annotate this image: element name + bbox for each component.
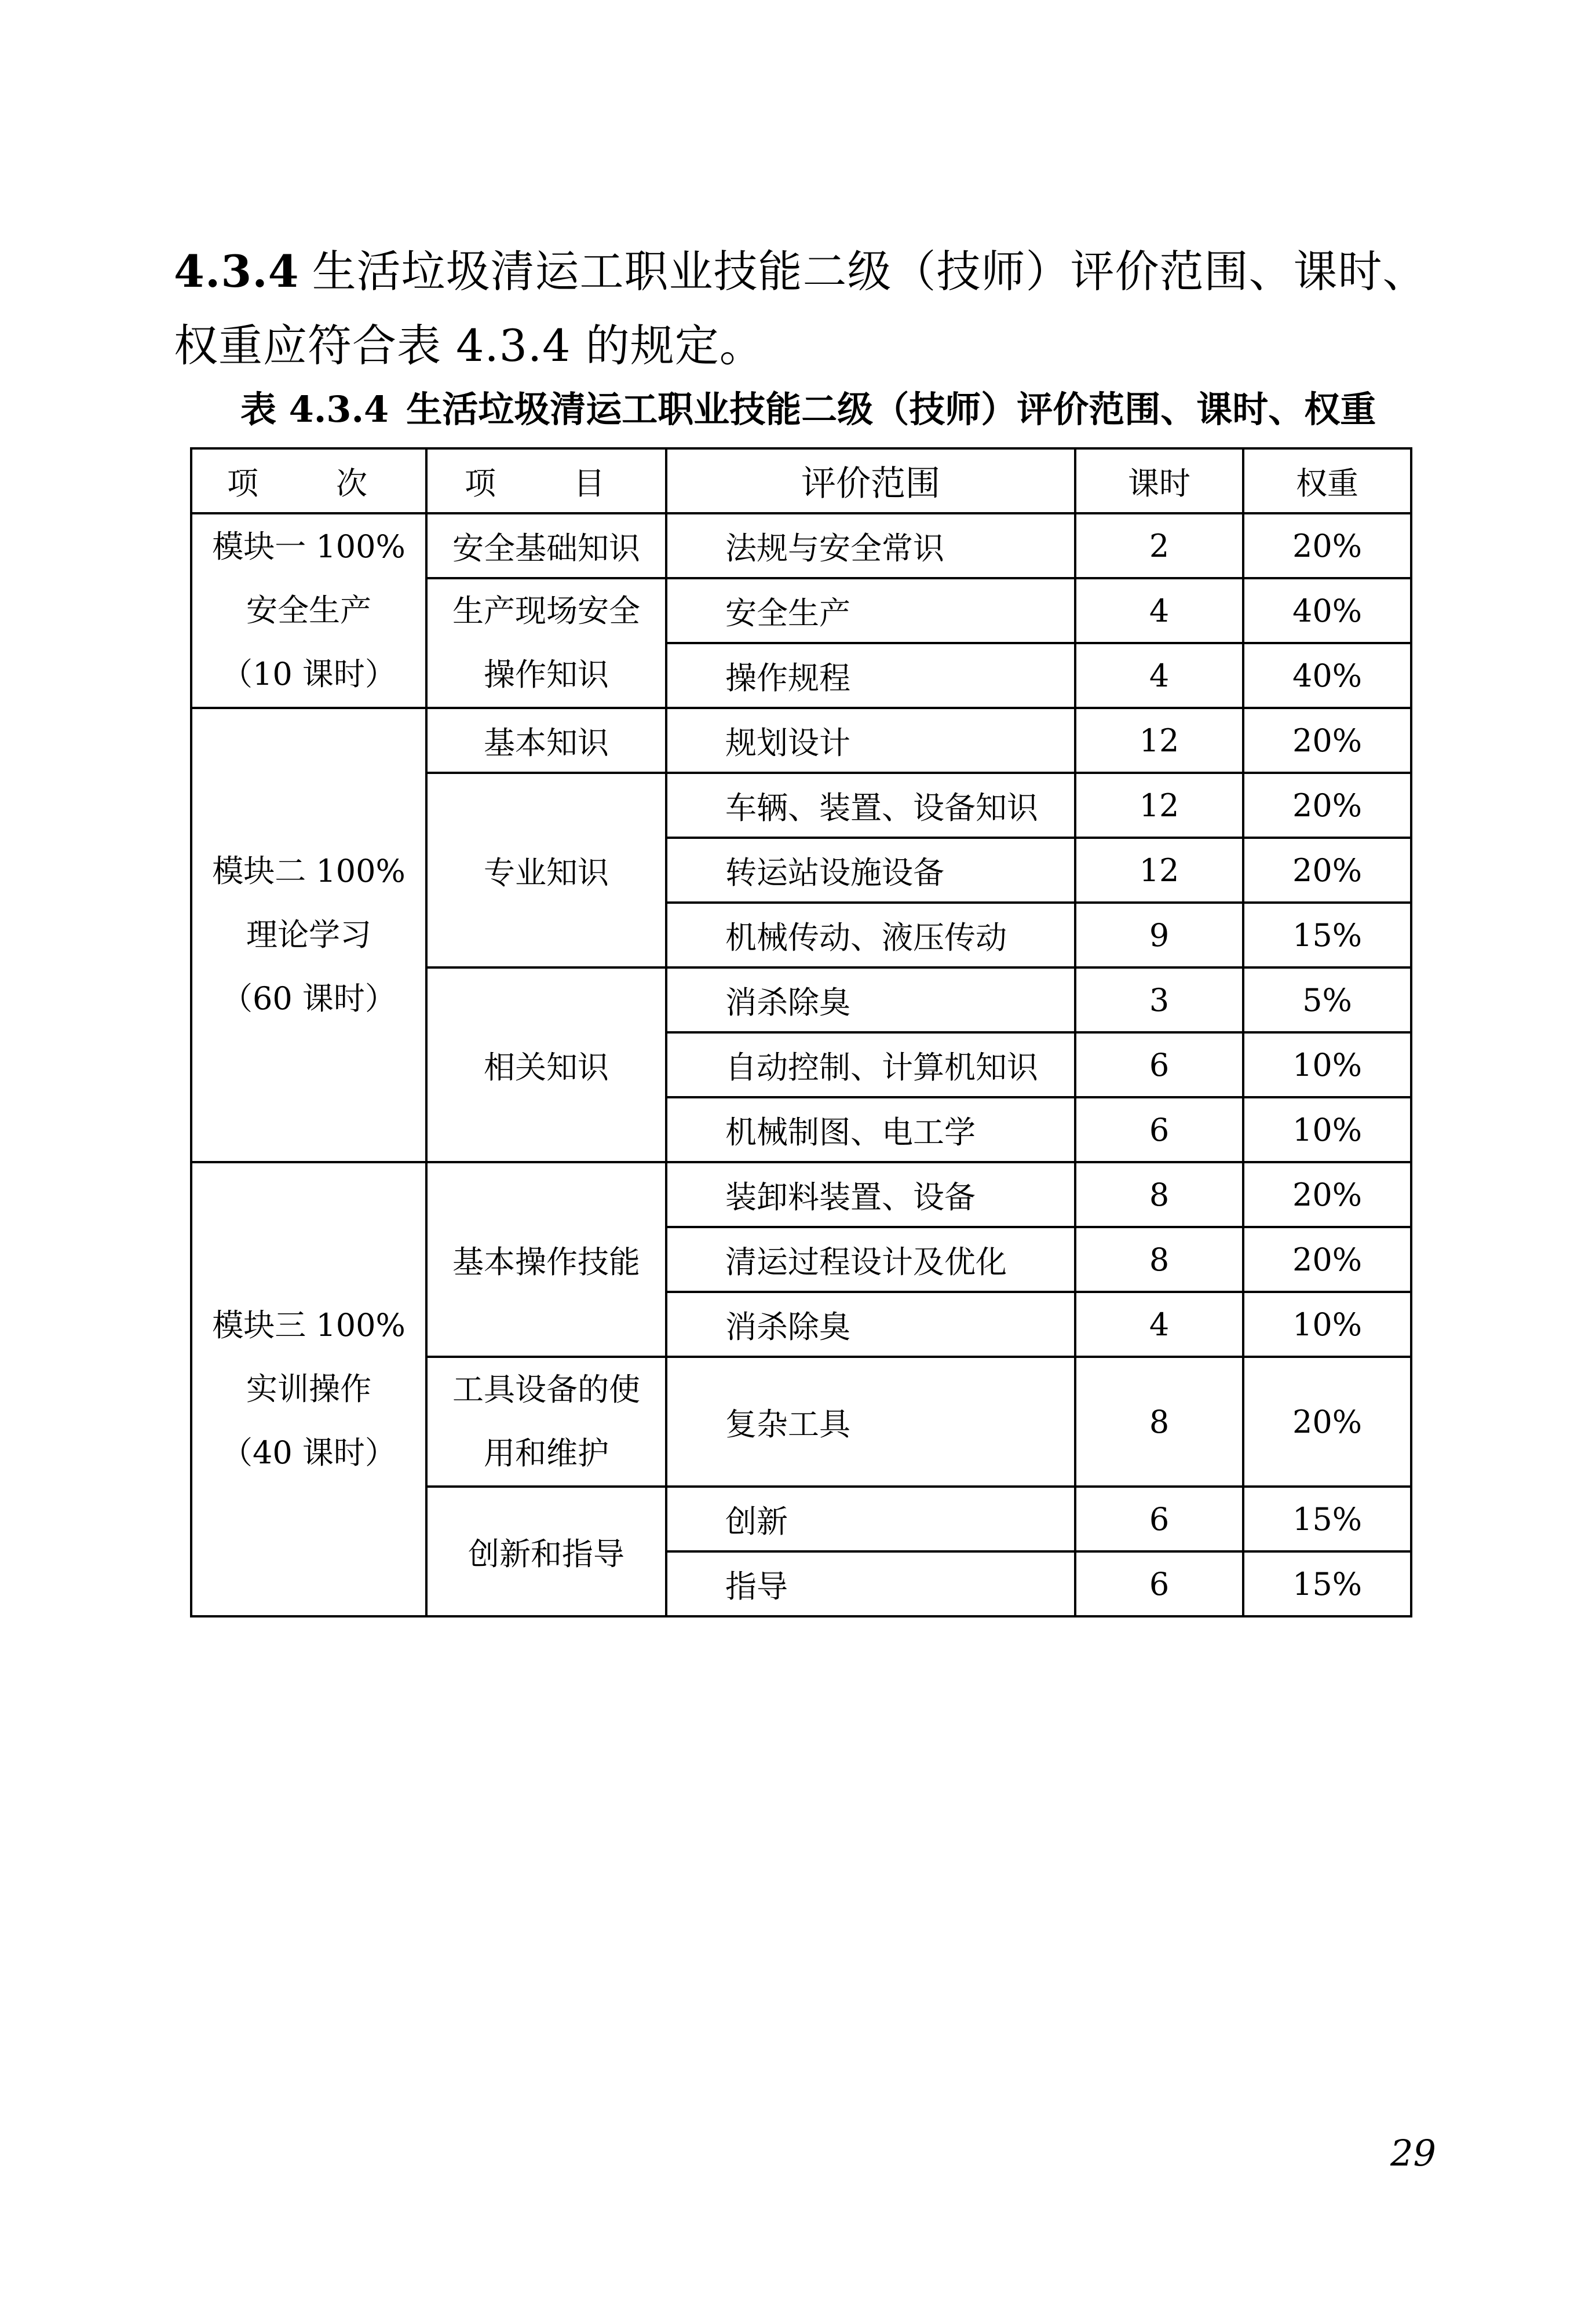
weight-cell: 40% bbox=[1243, 643, 1411, 708]
item-cell bbox=[426, 1487, 666, 1616]
weight-cell: 20% bbox=[1243, 1162, 1411, 1227]
clause-text: 生活垃圾清运工职业技能二级（技师）评价范围、课时、权重应符合表 4.3.4 的规定。 bbox=[174, 246, 1427, 371]
hours-cell: 6 bbox=[1075, 1551, 1243, 1616]
hours-cell: 12 bbox=[1075, 838, 1243, 903]
item-name: 工具设备的使 bbox=[452, 1371, 640, 1408]
weight-cell: 40% bbox=[1243, 578, 1411, 643]
clause-paragraph bbox=[174, 235, 1437, 383]
scope-cell: 车辆、装置、设备知识 bbox=[666, 773, 1075, 838]
module-title: 模块三 100% bbox=[212, 1307, 406, 1343]
weight-cell: 15% bbox=[1243, 1487, 1411, 1551]
scope-cell: 机械传动、液压传动 bbox=[666, 903, 1075, 967]
scope-cell: 复杂工具 bbox=[666, 1357, 1075, 1487]
scope-cell: 机械制图、电工学 bbox=[666, 1097, 1075, 1162]
module-hours: （60 课时） bbox=[221, 980, 396, 1017]
item-cell bbox=[426, 708, 666, 773]
scope-cell: 安全生产 bbox=[666, 578, 1075, 643]
table-caption-title: 生活垃圾清运工职业技能二级（技师）评价范围、课时、权重 bbox=[406, 388, 1376, 430]
hours-cell: 8 bbox=[1075, 1162, 1243, 1227]
item-cell bbox=[426, 578, 666, 708]
hours-cell: 4 bbox=[1075, 643, 1243, 708]
weight-cell: 20% bbox=[1243, 838, 1411, 903]
module-hours: （10 课时） bbox=[221, 656, 396, 692]
weight-cell: 20% bbox=[1243, 708, 1411, 773]
weight-cell: 5% bbox=[1243, 967, 1411, 1032]
table-header-row bbox=[191, 448, 1411, 513]
hours-cell: 8 bbox=[1075, 1357, 1243, 1487]
module-cell bbox=[191, 708, 426, 1162]
clause-number: 4.3.4 bbox=[174, 246, 300, 297]
weight-cell: 10% bbox=[1243, 1292, 1411, 1357]
weight-cell: 20% bbox=[1243, 1357, 1411, 1487]
table-row bbox=[191, 1162, 1411, 1227]
item-name: 创新和指导 bbox=[468, 1535, 624, 1572]
hours-cell: 12 bbox=[1075, 773, 1243, 838]
item-name: 专业知识 bbox=[484, 854, 609, 891]
header-hours: 课时 bbox=[1075, 448, 1243, 513]
item-name: 用和维护 bbox=[484, 1435, 609, 1471]
scope-cell: 法规与安全常识 bbox=[666, 513, 1075, 578]
scope-cell: 创新 bbox=[666, 1487, 1075, 1551]
header-item: 项 目 bbox=[426, 448, 666, 513]
weight-cell: 20% bbox=[1243, 513, 1411, 578]
hours-cell: 6 bbox=[1075, 1032, 1243, 1097]
hours-cell: 12 bbox=[1075, 708, 1243, 773]
table-caption-number: 表 4.3.4 bbox=[240, 388, 389, 430]
item-name: 安全基础知识 bbox=[452, 530, 640, 567]
scope-cell: 消杀除臭 bbox=[666, 1292, 1075, 1357]
table-row bbox=[191, 513, 1411, 578]
scope-cell: 转运站设施设备 bbox=[666, 838, 1075, 903]
scope-cell: 自动控制、计算机知识 bbox=[666, 1032, 1075, 1097]
hours-cell: 4 bbox=[1075, 1292, 1243, 1357]
weight-cell: 15% bbox=[1243, 1551, 1411, 1616]
item-cell bbox=[426, 1162, 666, 1357]
weight-cell: 10% bbox=[1243, 1097, 1411, 1162]
module-cell bbox=[191, 1162, 426, 1616]
hours-cell: 2 bbox=[1075, 513, 1243, 578]
item-cell bbox=[426, 967, 666, 1162]
module-subject: 理论学习 bbox=[246, 916, 371, 953]
hours-cell: 3 bbox=[1075, 967, 1243, 1032]
scope-cell: 操作规程 bbox=[666, 643, 1075, 708]
hours-cell: 6 bbox=[1075, 1487, 1243, 1551]
header-weight: 权重 bbox=[1243, 448, 1411, 513]
item-cell bbox=[426, 513, 666, 578]
hours-cell: 6 bbox=[1075, 1097, 1243, 1162]
hours-cell: 9 bbox=[1075, 903, 1243, 967]
item-name: 基本操作技能 bbox=[452, 1243, 640, 1280]
header-category: 项 次 bbox=[191, 448, 426, 513]
item-name: 生产现场安全 bbox=[452, 593, 640, 629]
module-title: 模块一 100% bbox=[212, 528, 406, 565]
weight-cell: 20% bbox=[1243, 1227, 1411, 1292]
item-name: 操作知识 bbox=[484, 656, 609, 693]
module-subject: 安全生产 bbox=[246, 592, 371, 629]
weight-cell: 10% bbox=[1243, 1032, 1411, 1097]
page-number: 29 bbox=[1390, 2132, 1436, 2174]
item-name: 相关知识 bbox=[484, 1049, 609, 1086]
item-cell bbox=[426, 773, 666, 967]
module-hours: （40 课时） bbox=[221, 1434, 396, 1471]
module-cell bbox=[191, 513, 426, 708]
module-title: 模块二 100% bbox=[212, 853, 406, 889]
weight-cell: 15% bbox=[1243, 903, 1411, 967]
item-cell bbox=[426, 1357, 666, 1487]
scope-cell: 消杀除臭 bbox=[666, 967, 1075, 1032]
hours-cell: 4 bbox=[1075, 578, 1243, 643]
scope-cell: 指导 bbox=[666, 1551, 1075, 1616]
table-row bbox=[191, 708, 1411, 773]
weight-cell: 20% bbox=[1243, 773, 1411, 838]
scope-cell: 装卸料装置、设备 bbox=[666, 1162, 1075, 1227]
module-subject: 实训操作 bbox=[246, 1371, 371, 1407]
item-name: 基本知识 bbox=[484, 724, 609, 761]
scope-cell: 规划设计 bbox=[666, 708, 1075, 773]
table-caption bbox=[240, 384, 1457, 436]
scope-cell: 清运过程设计及优化 bbox=[666, 1227, 1075, 1292]
hours-cell: 8 bbox=[1075, 1227, 1243, 1292]
header-scope: 评价范围 bbox=[666, 448, 1075, 513]
evaluation-table bbox=[190, 447, 1412, 1617]
